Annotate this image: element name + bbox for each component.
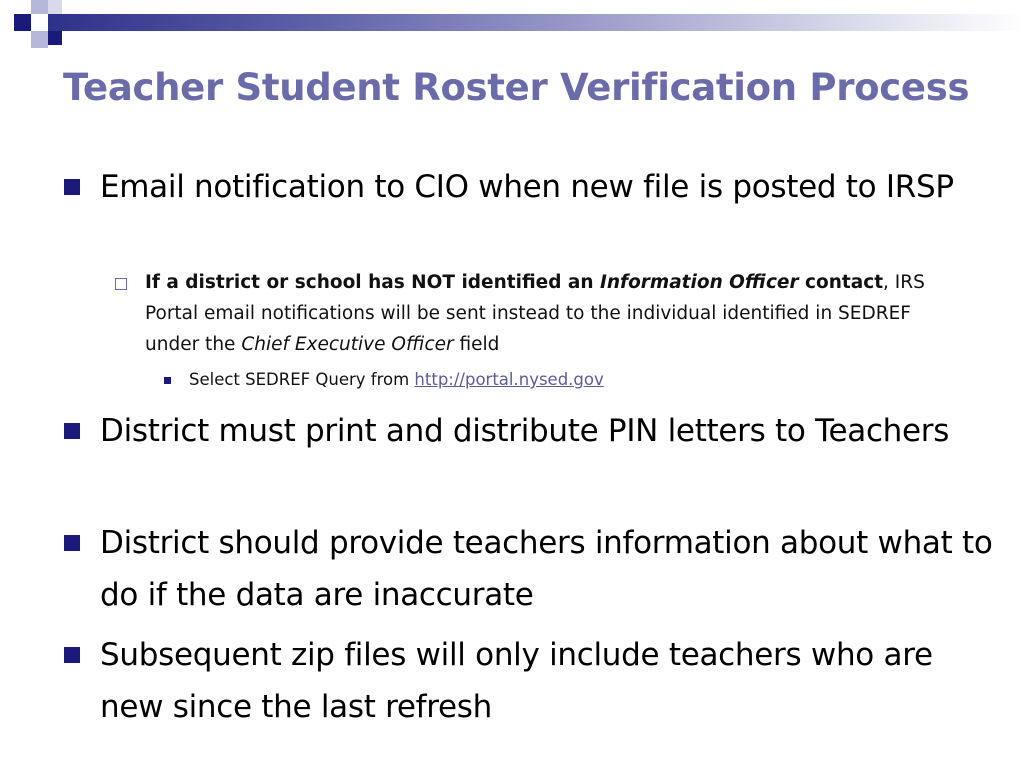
sub-sub-bullet-text bbox=[189, 369, 604, 391]
sub-bullet-bold: contact bbox=[798, 272, 884, 293]
bullet-text: District must print and distribute PIN letters to Teachers bbox=[100, 413, 950, 449]
bullet-text: Subsequent zip files will only include teachers who are new since the last refresh bbox=[100, 637, 933, 725]
corner-square-decoration bbox=[14, 14, 31, 31]
corner-square-decoration bbox=[48, 0, 62, 14]
bullet-square-icon bbox=[64, 647, 80, 663]
bullet-text: Email notification to CIO when new file is posted to IRSP bbox=[100, 169, 954, 205]
corner-square-decoration bbox=[31, 0, 48, 14]
sub-bullet-text bbox=[145, 267, 945, 360]
bullet-square-icon bbox=[64, 423, 80, 439]
portal-link[interactable]: http://portal.nysed.gov bbox=[414, 370, 604, 389]
bullet-hollow-square-icon bbox=[115, 278, 127, 290]
slide-title: Teacher Student Roster Verification Process bbox=[63, 66, 970, 109]
sub-bullet-plain: field bbox=[453, 334, 500, 355]
sub-bullet-plain: , IRS Portal email notifications will be sent instead to the individual identified in SEDREF under the bbox=[145, 272, 925, 355]
bullet-square-icon bbox=[64, 535, 80, 551]
header-gradient-band bbox=[48, 14, 1024, 31]
bullet-square-icon bbox=[64, 179, 80, 195]
sub-bullet-bold: If a district or school has NOT identified an bbox=[145, 272, 600, 293]
corner-square-decoration bbox=[48, 31, 62, 45]
sub-sub-bullet-plain: Select SEDREF Query from bbox=[189, 370, 415, 389]
corner-square-decoration bbox=[31, 31, 48, 48]
sub-bullet-italic: Chief Executive Officer bbox=[241, 334, 454, 355]
bullet-text: District should provide teachers information about what to do if the data are inaccurate bbox=[100, 525, 993, 613]
bullet-small-square-icon bbox=[164, 377, 171, 384]
sub-bullet-bold-italic: Information Officer bbox=[599, 272, 799, 293]
